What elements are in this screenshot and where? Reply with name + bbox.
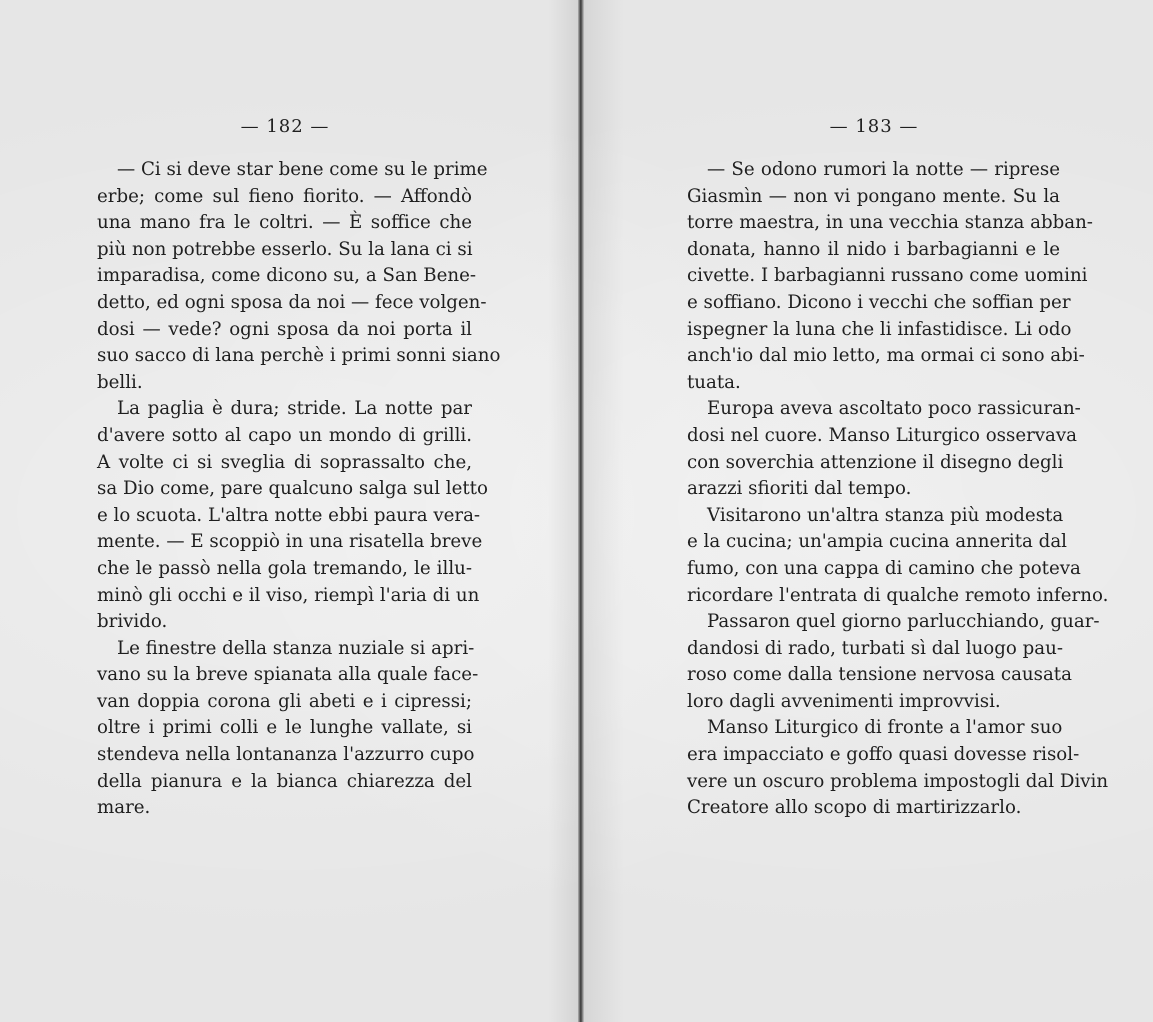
text-line: ispegner la luna che li infastidisce. Li odo: [687, 318, 1072, 340]
text-line: A volte ci si sveglia di soprassalto che,: [97, 451, 472, 473]
text-line: suo sacco di lana perchè i primi sonni siano: [97, 345, 501, 367]
paragraph: [687, 715, 1109, 821]
text-line: brivido.: [97, 611, 168, 633]
text-line: Giasmìn — non vi pongano mente. Su la: [687, 185, 1060, 207]
text-line: era impacciato e goffo quasi dovesse risol-: [687, 744, 1080, 766]
text-line: della pianura e la bianca chiarezza del: [97, 770, 472, 792]
text-line: Creatore allo scopo di martirizzarlo.: [687, 797, 1022, 819]
text-line: erbe; come sul fieno fiorito. — Affondò: [97, 185, 472, 207]
text-line: loro dagli avvenimenti improvvisi.: [687, 690, 1001, 712]
paragraph: [687, 503, 1109, 609]
text-line: torre maestra, in una vecchia stanza abban-: [687, 212, 1093, 234]
text-line: più non potrebbe esserlo. Su la lana ci si: [97, 238, 473, 260]
paragraph: [97, 636, 479, 822]
text-line: Visitarono un'altra stanza più modesta: [707, 504, 1064, 526]
text-line: Passaron quel giorno parlucchiando, guar-: [707, 611, 1100, 633]
text-line: una mano fra le coltri. — È soffice che: [97, 212, 472, 234]
paragraph: [687, 396, 1081, 502]
paragraph: [97, 396, 488, 635]
paragraph: [687, 609, 1100, 715]
text-line: minò gli occhi e il viso, riempì l'aria di un: [97, 584, 480, 606]
text-line: Europa aveva ascoltato poco rassicuran-: [707, 398, 1081, 420]
text-line: dosi — vede? ogni sposa da noi porta il: [97, 318, 472, 340]
text-line: arazzi sfioriti dal tempo.: [687, 478, 912, 500]
paragraph: [97, 157, 501, 396]
text-line: e soffiano. Dicono i vecchi che soffian per: [687, 291, 1071, 313]
text-line: stendeva nella lontananza l'azzurro cupo: [97, 744, 475, 766]
text-line: d'avere sotto al capo un mondo di grilli.: [97, 424, 472, 446]
text-line: belli.: [97, 371, 143, 393]
text-line: che le passò nella gola tremando, le illu-: [97, 557, 472, 579]
page-number: — 182 —: [240, 116, 330, 137]
text-line: La paglia è dura; stride. La notte par: [117, 398, 472, 420]
text-line: detto, ed ogni sposa da noi — fece volgen-: [97, 291, 487, 313]
text-line: Le finestre della stanza nuziale si apri-: [117, 637, 475, 659]
text-line: mare.: [97, 797, 151, 819]
text-line: roso come dalla tensione nervosa causata: [687, 664, 1072, 686]
text-line: e la cucina; un'ampia cucina annerita dal: [687, 531, 1067, 553]
text-line: oltre i primi colli e le lunghe vallate, si: [97, 717, 472, 739]
text-line: sa Dio come, pare qualcuno salga sul letto: [97, 478, 488, 500]
text-line: — Ci si deve star bene come su le prime: [117, 159, 488, 180]
text-line: van doppia corona gli abeti e i cipressi;: [97, 690, 472, 712]
page-body: [687, 157, 1109, 822]
text-line: civette. I barbagianni russano come uomini: [687, 265, 1088, 287]
text-line: anch'io dal mio letto, ma ormai ci sono abi-: [687, 345, 1085, 367]
text-line: mente. — E scoppiò in una risatella breve: [97, 531, 483, 553]
text-line: — Se odono rumori la notte — riprese: [707, 159, 1060, 180]
text-line: ricordare l'entrata di qualche remoto inferno.: [687, 584, 1109, 606]
text-line: vere un oscuro problema impostogli dal Divin: [687, 770, 1109, 792]
text-line: dosi nel cuore. Manso Liturgico osservava: [687, 424, 1078, 446]
page-body: [97, 157, 501, 822]
text-line: con soverchia attenzione il disegno degli: [687, 451, 1064, 473]
text-line: donata, hanno il nido i barbagianni e le: [687, 238, 1060, 260]
text-line: Manso Liturgico di fronte a l'amor suo: [707, 717, 1063, 739]
text-line: tuata.: [687, 371, 741, 393]
right-page: [584, 0, 1153, 1022]
text-line: imparadisa, come dicono su, a San Bene-: [97, 265, 477, 287]
text-line: fumo, con una cappa di camino che poteva: [687, 557, 1081, 579]
page-number: — 183 —: [829, 116, 919, 137]
text-line: dandosi di rado, turbati sì dal luogo pau-: [687, 637, 1063, 659]
paragraph: [687, 157, 1093, 396]
text-line: e lo scuota. L'altra notte ebbi paura vera-: [97, 504, 481, 526]
text-line: vano su la breve spianata alla quale face-: [97, 664, 479, 686]
